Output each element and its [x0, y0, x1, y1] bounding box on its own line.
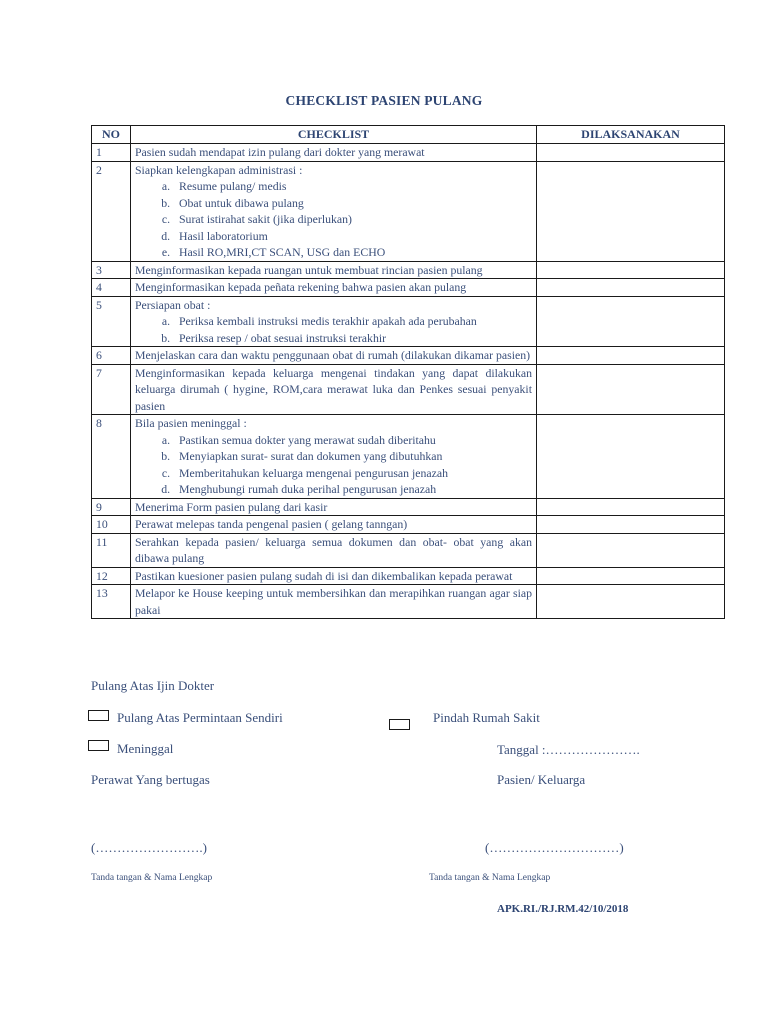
- checklist-item: [131, 567, 537, 585]
- checklist-subitem: b. Menyiapkan surat- surat dan dokumen yang dibutuhkan: [173, 448, 532, 465]
- dilaksanakan-cell[interactable]: [537, 567, 725, 585]
- checkbox-permintaan-sendiri[interactable]: [88, 710, 109, 721]
- table-row: [92, 516, 725, 534]
- header-dilaksanakan: DILAKSANAKAN: [537, 126, 725, 144]
- checklist-item: [131, 415, 537, 499]
- option-pindah-rumah-sakit: Pindah Rumah Sakit: [433, 710, 540, 725]
- checklist-item-text: Melapor ke House keeping untuk membersihkan dan merapihkan ruangan agar siap pakai: [135, 586, 532, 617]
- table-row: [92, 161, 725, 261]
- checklist-item-text: Menjelaskan cara dan waktu penggunaan obat di rumah (dilakukan dikamar pasien): [135, 348, 531, 362]
- table-row: [92, 533, 725, 567]
- checklist-item: [131, 296, 537, 347]
- table-row: [92, 498, 725, 516]
- row-number: 8: [92, 415, 131, 499]
- checklist-item-text: Pasien sudah mendapat izin pulang dari dokter yang merawat: [135, 145, 425, 159]
- checklist-item: [131, 261, 537, 279]
- document-code: APK.RI./RJ.RM.42/10/2018: [497, 903, 629, 915]
- dilaksanakan-cell[interactable]: [537, 533, 725, 567]
- checklist-item: [131, 516, 537, 534]
- checklist-item: [131, 161, 537, 261]
- checklist-subitem: d. Menghubungi rumah duka perihal pengurusan jenazah: [173, 481, 532, 498]
- checklist-subitem: c. Memberitahukan keluarga mengenai pengurusan jenazah: [173, 465, 532, 482]
- table-row: [92, 279, 725, 297]
- checklist-item: [131, 144, 537, 162]
- row-number: 1: [92, 144, 131, 162]
- table-row: [92, 415, 725, 499]
- table-row: [92, 364, 725, 415]
- checklist-subitems: [135, 432, 532, 498]
- row-number: 5: [92, 296, 131, 347]
- dilaksanakan-cell[interactable]: [537, 585, 725, 619]
- header-no: NO: [92, 126, 131, 144]
- checklist-item-text: Perawat melepas tanda pengenal pasien ( gelang tanngan): [135, 517, 408, 531]
- row-number: 10: [92, 516, 131, 534]
- checklist-item-text: Siapkan kelengkapan administrasi :: [135, 162, 303, 177]
- dilaksanakan-cell[interactable]: [537, 498, 725, 516]
- dilaksanakan-cell[interactable]: [537, 516, 725, 534]
- table-row: [92, 585, 725, 619]
- dilaksanakan-cell[interactable]: [537, 261, 725, 279]
- checklist-item-text: Bila pasien meninggal :: [135, 416, 247, 430]
- checklist-item: [131, 585, 537, 619]
- table-row: [92, 567, 725, 585]
- row-number: 6: [92, 347, 131, 365]
- tanggal-field[interactable]: Tanggal :………………….: [497, 742, 640, 757]
- row-number: 9: [92, 498, 131, 516]
- checklist-subitem: b. Periksa resep / obat sesuai instruksi terakhir: [173, 330, 532, 347]
- checkbox-meninggal[interactable]: [88, 740, 109, 751]
- page-title: CHECKLIST PASIEN PULANG: [285, 93, 483, 108]
- signature-caption-perawat: Tanda tangan & Nama Lengkap: [91, 873, 213, 883]
- table-header-row: [92, 126, 725, 144]
- row-number: 13: [92, 585, 131, 619]
- checklist-subitem: d. Hasil laboratorium: [173, 228, 532, 245]
- signature-line-pasien[interactable]: (…………………………): [485, 840, 624, 855]
- signature-line-perawat[interactable]: (…………………….): [91, 840, 207, 855]
- perawat-label: Perawat Yang bertugas: [91, 772, 210, 787]
- checklist-item-text: Menginformasikan kepada peñata rekening bahwa pasien akan pulang: [135, 280, 467, 294]
- checklist-subitem: a. Periksa kembali instruksi medis terakhir apakah ada perubahan: [173, 313, 532, 330]
- dilaksanakan-cell[interactable]: [537, 161, 725, 261]
- signature-caption-pasien: Tanda tangan & Nama Lengkap: [429, 873, 551, 883]
- option-pulang-ijin-dokter: Pulang Atas Ijin Dokter: [91, 678, 215, 693]
- row-number: 4: [92, 279, 131, 297]
- dilaksanakan-cell[interactable]: [537, 279, 725, 297]
- checklist-item: [131, 533, 537, 567]
- checklist-item-text: Persiapan obat :: [135, 297, 211, 312]
- dilaksanakan-cell[interactable]: [537, 415, 725, 499]
- dilaksanakan-cell[interactable]: [537, 296, 725, 347]
- checklist-table: [91, 125, 725, 619]
- checklist-item: [131, 498, 537, 516]
- checklist-item: [131, 347, 537, 365]
- checklist-subitems: [135, 178, 532, 261]
- dilaksanakan-cell[interactable]: [537, 364, 725, 415]
- checklist-subitem: b. Obat untuk dibawa pulang: [173, 195, 532, 212]
- table-row: [92, 296, 725, 347]
- checklist-item-text: Menginformasikan kepada ruangan untuk membuat rincian pasien pulang: [135, 262, 483, 277]
- table-row: [92, 144, 725, 162]
- pasien-keluarga-label: Pasien/ Keluarga: [497, 772, 586, 787]
- header-checklist: CHECKLIST: [131, 126, 537, 144]
- row-number: 7: [92, 364, 131, 415]
- table-row: [92, 261, 725, 279]
- option-meninggal: Meninggal: [117, 741, 174, 756]
- checklist-subitems: [135, 313, 532, 346]
- checklist-subitem: a. Pastikan semua dokter yang merawat sudah diberitahu: [173, 432, 532, 449]
- checklist-subitem: e. Hasil RO,MRI,CT SCAN, USG dan ECHO: [173, 244, 532, 261]
- table-row: [92, 347, 725, 365]
- checkbox-pindah-rumah-sakit[interactable]: [389, 719, 410, 730]
- checklist-body: [92, 144, 725, 619]
- row-number: 2: [92, 161, 131, 261]
- checklist-item: [131, 279, 537, 297]
- checklist-item: [131, 364, 537, 415]
- checklist-item-text: Serahkan kepada pasien/ keluarga semua dokumen dan obat- obat yang akan dibawa pulang: [135, 534, 532, 565]
- checklist-subitem: a. Resume pulang/ medis: [173, 178, 532, 195]
- checklist-item-text: Menginformasikan kepada keluarga mengenai tindakan yang dapat dilakukan keluarga dirumah ( hygine, ROM,cara merawat luka dan Penkes sesuai penyakit pasien: [135, 365, 532, 413]
- checklist-item-text: Pastikan kuesioner pasien pulang sudah di isi dan dikembalikan kepada perawat: [135, 568, 513, 583]
- row-number: 3: [92, 261, 131, 279]
- checklist-subitem: c. Surat istirahat sakit (jika diperlukan): [173, 211, 532, 228]
- dilaksanakan-cell[interactable]: [537, 144, 725, 162]
- row-number: 11: [92, 533, 131, 567]
- checklist-item-text: Menerima Form pasien pulang dari kasir: [135, 499, 328, 514]
- dilaksanakan-cell[interactable]: [537, 347, 725, 365]
- row-number: 12: [92, 567, 131, 585]
- option-pulang-permintaan-sendiri: Pulang Atas Permintaan Sendiri: [117, 710, 283, 725]
